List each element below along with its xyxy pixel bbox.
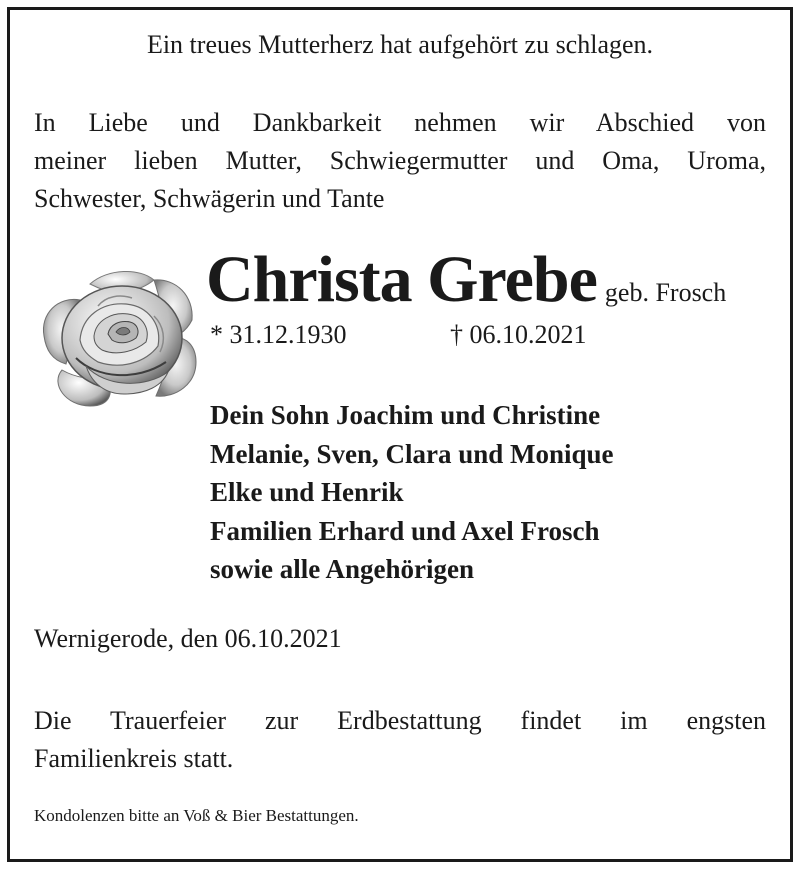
birth-name: geb. Frosch [604, 278, 727, 307]
farewell-line-1: In Liebe und Dankbarkeit nehmen wir Abschied von [34, 108, 766, 137]
deceased-name: Christa Grebe [206, 243, 597, 316]
rose-icon [36, 266, 202, 412]
deceased-name-row [206, 242, 726, 318]
ceremony-paragraph [34, 702, 766, 778]
mourner-line: sowie alle Angehörigen [210, 554, 474, 584]
death-date: † 06.10.2021 [450, 320, 587, 349]
condolence-footer: Kondolenzen bitte an Voß & Bier Bestattungen. [34, 806, 359, 825]
mourner-line: Elke und Henrik [210, 477, 404, 507]
mourner-line: Melanie, Sven, Clara und Monique [210, 438, 614, 469]
mourner-line: Dein Sohn Joachim und Christine [210, 400, 601, 430]
farewell-paragraph [34, 104, 766, 218]
farewell-line-2: meiner lieben Mutter, Schwiegermutter und Oma, Uroma, [34, 146, 766, 175]
ceremony-line-1: Die Trauerfeier zur Erdbestattung findet im engsten [34, 706, 766, 735]
farewell-line-3: Schwester, Schwägerin und Tante [34, 184, 385, 213]
birth-date: * 31.12.1930 [210, 320, 347, 349]
mourner-line: Familien Erhard und Axel Frosch [210, 515, 600, 546]
mourners-list [210, 396, 614, 589]
intro-line: Ein treues Mutterherz hat aufgehört zu schlagen. [146, 30, 654, 59]
place-date: Wernigerode, den 06.10.2021 [34, 624, 342, 653]
ceremony-line-2: Familienkreis statt. [34, 744, 234, 773]
